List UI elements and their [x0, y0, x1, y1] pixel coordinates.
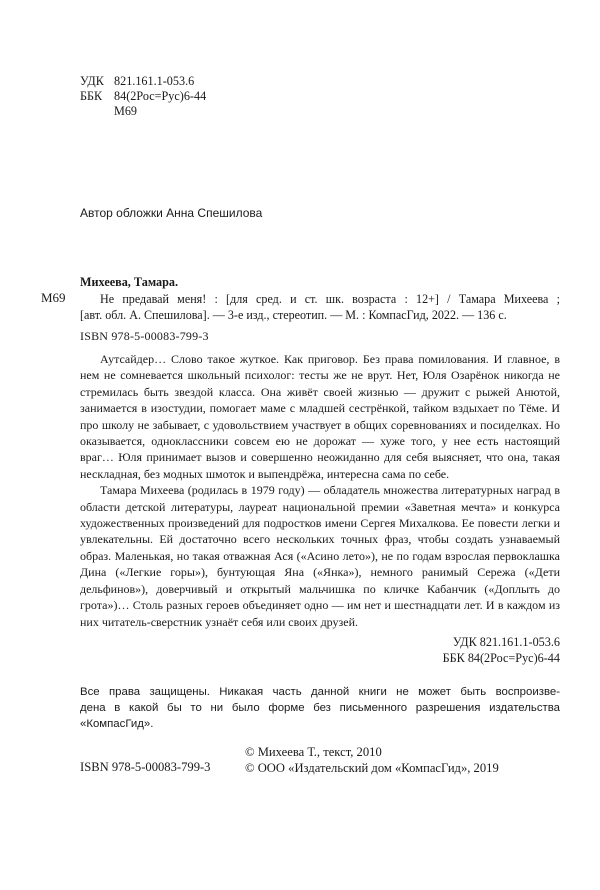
catalog-isbn: ISBN 978-5-00083-799-3	[80, 329, 209, 343]
udk-row	[80, 74, 206, 89]
copyright-text-owner: © Михеева Т., текст, 2010	[245, 745, 382, 759]
catalog-line-1: Не предавай меня! : [для сред. и ст. шк. возраста : 12+] / Тамара Михеева ;	[100, 292, 560, 306]
udk-label: УДК	[80, 74, 104, 88]
author-mark-row	[80, 104, 206, 119]
copyright-block	[245, 744, 499, 776]
udk-right: УДК 821.161.1-053.6	[452, 635, 560, 649]
classification-codes-right	[400, 634, 560, 666]
rights-line-3: «КомпасГид».	[80, 718, 154, 731]
annotation-paragraph-1: Аутсайдер… Слово такое жуткое. Как приговор. Без права помилования. И главное, в нем не сомневается школьный психолог: тесты же не врут. Нет, Юля Озарёнок никогда не стремилась быть звездой класса. Она живёт своей жизнью — дружит с рыжей Анютой, занимается в изостудии, помогает маме с младшей сестрёнкой, тайком вздыхает по Тёме. И про школу не забывает, с удовольствием участвует в общих соревнованиях и посиделках. Но оказывается, одноклассники совсем ею не дорожат — хуже того, у нее есть настоящий враг… Юля принимает вызов и совершенно неожиданно для себя выясняет, что она, такая нескладная, без модных шмоток и выпендрёжа, интересна сама по себе.	[80, 352, 560, 481]
rights-line-1: Все права защищены. Никакая часть данной книги не может быть воспроизве-	[80, 686, 560, 698]
footer-isbn: ISBN 978-5-00083-799-3	[80, 760, 211, 774]
annotation	[80, 351, 560, 630]
bbk-label: ББК	[80, 89, 103, 103]
author-mark: М69	[114, 104, 138, 118]
rights-line-2: дена в какой бы то ни было форме без письменного разрешения издательства	[80, 702, 560, 715]
classification-codes	[80, 74, 206, 119]
catalog-line-2: [авт. обл. А. Спешилова]. — 3-е изд., стереотип. — М. : КомпасГид, 2022. — 136 с.	[80, 308, 507, 322]
annotation-paragraph-2: Тамара Михеева (родилась в 1979 году) — обладатель множества литературных наград в области детской литературы, лауреат национальной премии «Заветная мечта» и конкурса художественных произведений для подростков имени Сергея Михалкова. Ее повести легки и увлекательны. Ей достаточно всего нескольких точных фраз, чтобы создать узнаваемый образ. Маленькая, но такая отважная Ася («Асино лето»), не по годам взрослая первоклашка Дина («Легкие горы»), бунтующая Яна («Янка»), немного ранимый Сережа («Дети дельфинов»), доверчивый и открытый мальчишка по кличке Кабанчик («Доплыть до грота»)… Столь разных героев объединяет одно — им нет и шестнадцати лет. И в каждом из них читатель-сверстник узнаёт себя или своих друзей.	[80, 483, 560, 629]
bbk-value: 84(2Рос=Рус)6-44	[114, 89, 207, 103]
catalog-description	[80, 291, 560, 323]
cover-credit: Автор обложки Анна Спешилова	[80, 206, 263, 220]
bbk-row	[80, 89, 206, 104]
udk-value: 821.161.1-053.6	[114, 74, 195, 88]
copyright-publisher: © ООО «Издательский дом «КомпасГид», 2019	[245, 761, 499, 776]
bbk-right: ББК 84(2Рос=Рус)6-44	[442, 651, 560, 665]
catalog-author-mark: М69	[41, 290, 66, 305]
rights-notice	[80, 684, 560, 733]
catalog-author: Михеева, Тамара.	[80, 275, 179, 289]
